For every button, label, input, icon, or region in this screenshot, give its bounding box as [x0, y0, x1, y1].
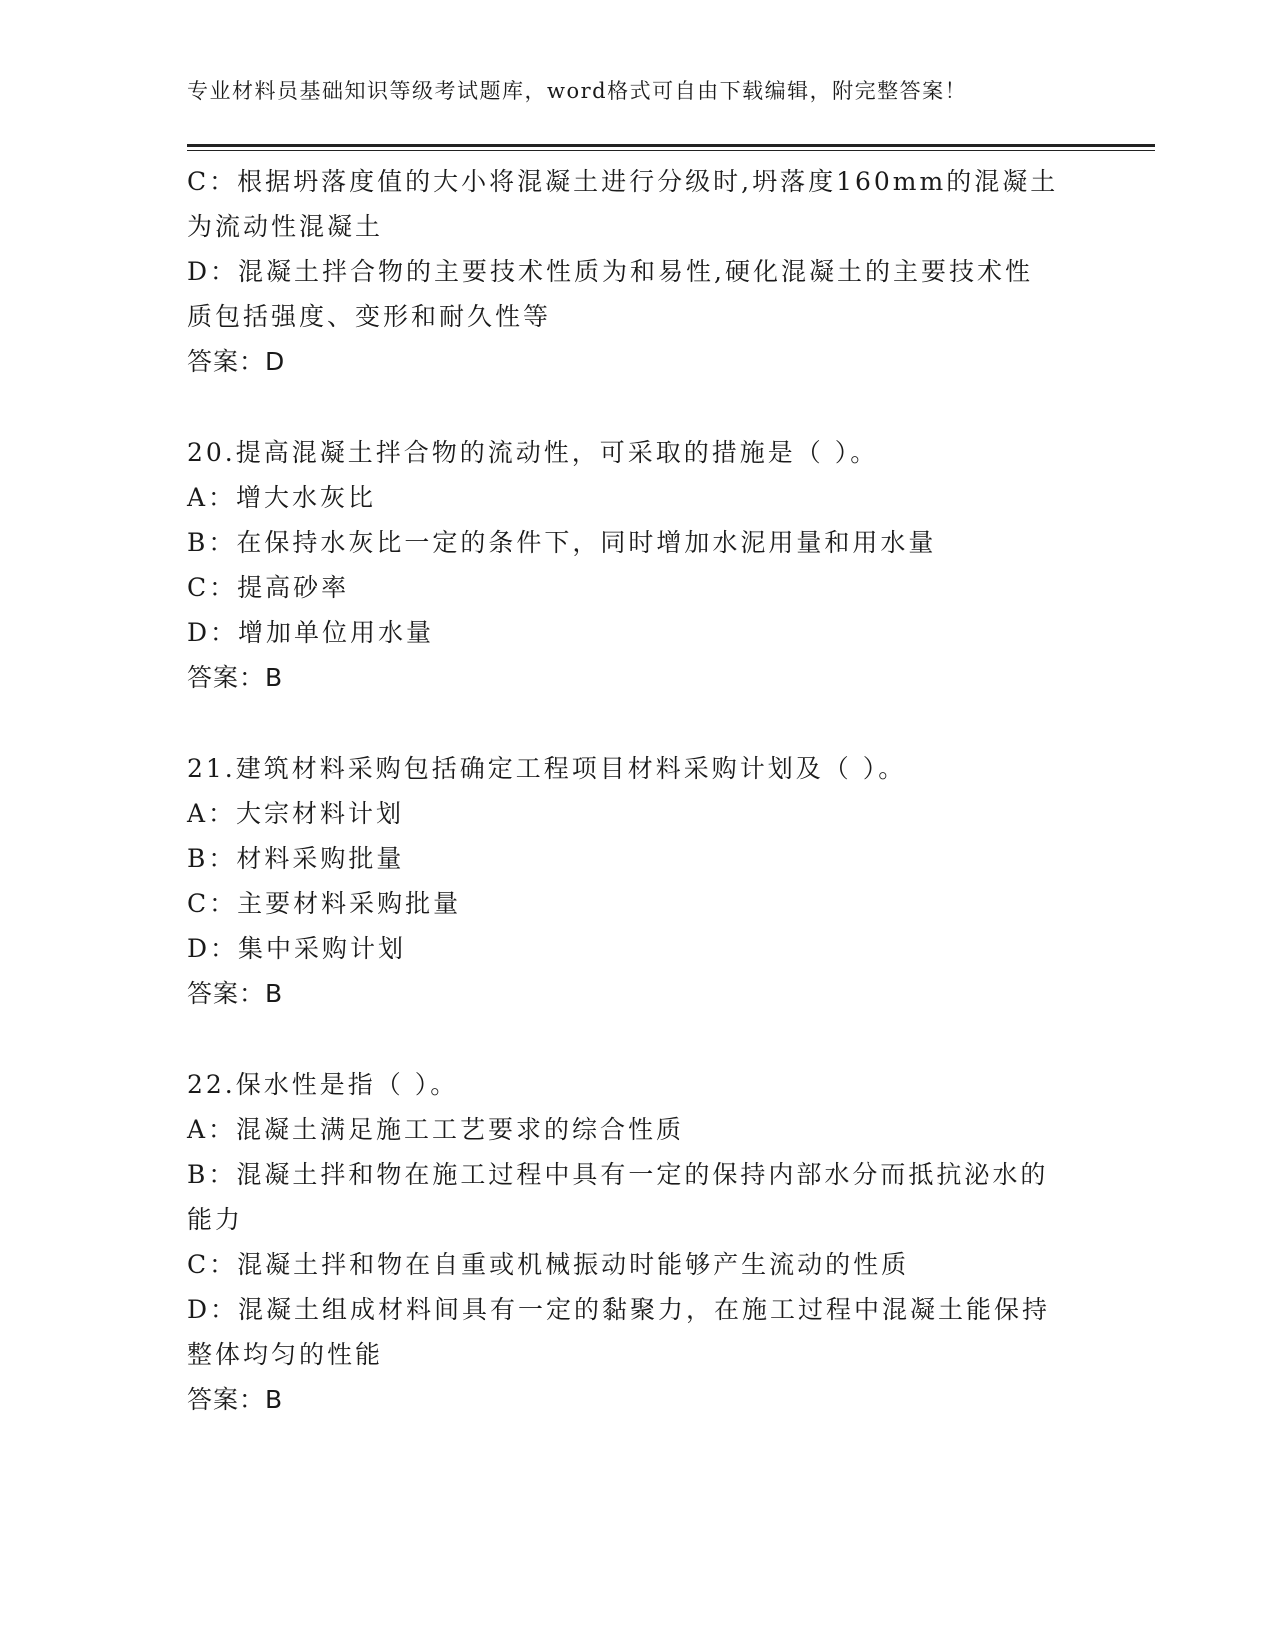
document-body: [187, 159, 1087, 1422]
option-line: 为流动性混凝土: [187, 212, 384, 241]
option-line: B：混凝土拌和物在施工过程中具有一定的保持内部水分而抵抗泌水的: [187, 1160, 1049, 1189]
option-d: [187, 1287, 1087, 1377]
option-line: D：混凝土拌合物的主要技术性质为和易性,硬化混凝土的主要技术性: [187, 257, 1033, 286]
option-line: 整体均匀的性能: [187, 1340, 384, 1369]
option-d: D：增加单位用水量: [187, 618, 435, 647]
option-a: A：大宗材料计划: [187, 799, 405, 828]
option-a: A：增大水灰比: [187, 483, 377, 512]
option-line: 能力: [187, 1205, 244, 1234]
option-line: 质包括强度、变形和耐久性等: [187, 302, 552, 331]
option-c: [187, 159, 1087, 249]
question-20: [187, 430, 1087, 700]
question-stem: 21.建筑材料采购包括确定工程项目材料采购计划及（ ）。: [187, 754, 907, 783]
option-c: C：主要材料采购批量: [187, 889, 462, 918]
page-header: 专业材料员基础知识等级考试题库，word格式可自由下载编辑，附完整答案！: [187, 79, 968, 103]
option-b: B：在保持水灰比一定的条件下，同时增加水泥用量和用水量: [187, 528, 937, 557]
question-21: [187, 746, 1087, 1016]
header-divider: [187, 144, 1155, 147]
question-stem: 20.提高混凝土拌合物的流动性，可采取的措施是（ ）。: [187, 438, 879, 467]
question-22: [187, 1062, 1087, 1422]
option-b: [187, 1152, 1087, 1242]
carryover-question: [187, 159, 1087, 384]
answer-line: 答案：B: [187, 1385, 284, 1414]
option-c: C：提高砂率: [187, 573, 350, 602]
option-a: A：混凝土满足施工工艺要求的综合性质: [187, 1115, 685, 1144]
option-d: [187, 249, 1087, 339]
option-d: D：集中采购计划: [187, 934, 407, 963]
option-line: C：根据坍落度值的大小将混凝土进行分级时,坍落度160mm的混凝土: [187, 167, 1059, 196]
option-line: D：混凝土组成材料间具有一定的黏聚力，在施工过程中混凝土能保持: [187, 1295, 1051, 1324]
option-b: B：材料采购批量: [187, 844, 405, 873]
question-stem: 22.保水性是指（ ）。: [187, 1070, 459, 1099]
answer-line: 答案：B: [187, 663, 284, 692]
option-c: C：混凝土拌和物在自重或机械振动时能够产生流动的性质: [187, 1250, 910, 1279]
answer-line: 答案：B: [187, 979, 284, 1008]
answer-line: 答案：D: [187, 347, 286, 376]
